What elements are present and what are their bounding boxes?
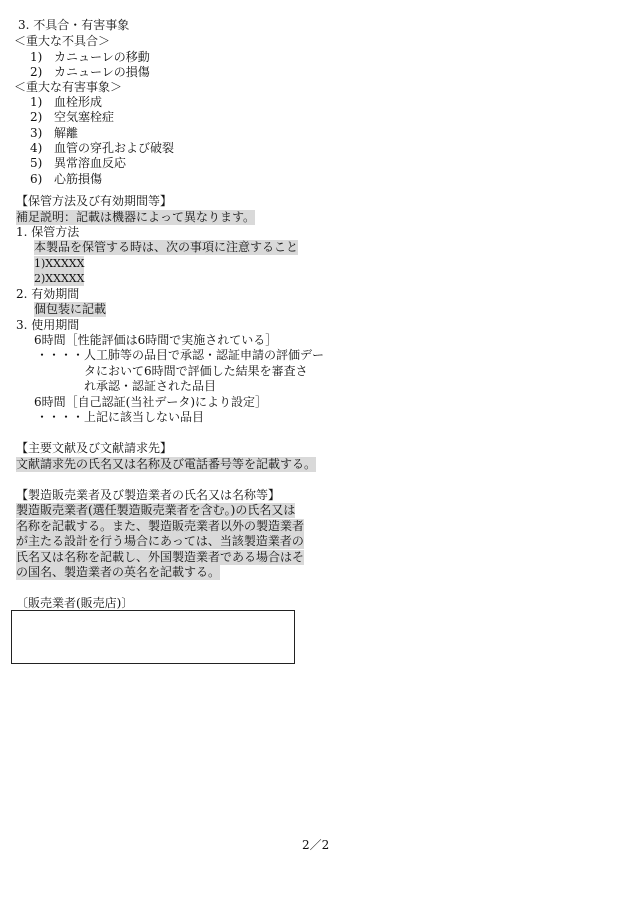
list-item-adverse-4 [30,141,174,156]
list-number: 2) [30,110,43,124]
storage-item1-sub1: 1)XXXXX [34,257,85,270]
manufacturer-line-3: が主たる設計を行う場合にあっては、当該製造業者の [16,534,304,548]
storage-item2-text: 個包装に記載 [34,302,107,316]
list-item-malfunction-2 [30,65,150,80]
distributor-box [11,610,295,664]
manufacturer-line-4: 氏名又は名称を記載し、外国製造業者である場合はそ [16,550,305,564]
section-heading-adverse: 3. 不具合・有害事象 [18,18,130,32]
list-text: 血管の穿孔および破裂 [54,141,175,155]
storage-item3-title: 3. 使用期間 [16,318,80,332]
list-text: 心筋損傷 [54,172,103,186]
literature-heading: 【主要文献及び文献請求先】 [16,441,173,455]
distributor-label: 〔販売業者(販売店)〕 [16,596,134,610]
manufacturer-heading: 【製造販売業者及び製造業者の氏名又は名称等】 [16,488,281,502]
list-item-adverse-3 [30,126,78,141]
list-number: 6) [30,172,43,186]
manufacturer-line-2: 名称を記載する。また、製造販売業者以外の製造業者 [16,519,305,533]
storage-item2-title: 2. 有効期間 [16,287,80,301]
manufacturer-line-1: 製造販売業者(選任製造販売業者を含む。)の氏名又は [16,503,296,517]
storage-item3-a-cont1: タにおいて6時間で評価した結果を審査さ [84,364,308,378]
list-number: 5) [30,156,43,170]
list-text: カニューレの移動 [54,50,150,64]
storage-note: 補足説明：記載は機器によって異なります。 [16,210,256,224]
list-text: 血栓形成 [54,95,103,109]
list-number: 2) [30,65,43,79]
storage-heading: 【保管方法及び有効期間等】 [16,194,173,208]
malfunction-heading: ＜重大な不具合＞ [14,34,111,48]
storage-item1-sub2: 2)XXXXX [34,272,85,285]
list-number: 1) [30,95,43,109]
list-number: 4) [30,141,43,155]
adverse-heading: ＜重大な有害事象＞ [14,80,123,94]
storage-item3-a-cont2: れ承認・認証された品目 [84,379,217,393]
storage-item3-b-bullet: ・・・・上記に該当しない品目 [36,410,205,424]
list-number: 1) [30,50,43,64]
list-item-adverse-6 [30,172,102,187]
list-number: 3) [30,126,43,140]
storage-item3-b: 6時間［自己認証(当社データ)により設定］ [34,395,267,409]
list-item-malfunction-1 [30,50,150,65]
storage-item3-a: 6時間［性能評価は6時間で実施されている］ [34,333,278,347]
literature-text: 文献請求先の氏名又は名称及び電話番号等を記載する。 [16,457,317,471]
list-text: カニューレの損傷 [54,65,150,79]
list-text: 解離 [54,126,79,140]
list-text: 異常溶血反応 [54,156,127,170]
storage-item1-text: 本製品を保管する時は、次の事項に注意すること [34,240,299,254]
list-text: 空気塞栓症 [54,110,115,124]
list-item-adverse-1 [30,95,102,110]
storage-item3-a-bullet: ・・・・人工肺等の品目で承認・認証申請の評価デー [36,348,325,362]
manufacturer-line-5: の国名、製造業者の英名を記載する。 [16,565,221,579]
page-number: 2／2 [302,838,330,852]
list-item-adverse-2 [30,110,114,125]
storage-item1-title: 1. 保管方法 [16,225,80,239]
list-item-adverse-5 [30,156,126,171]
